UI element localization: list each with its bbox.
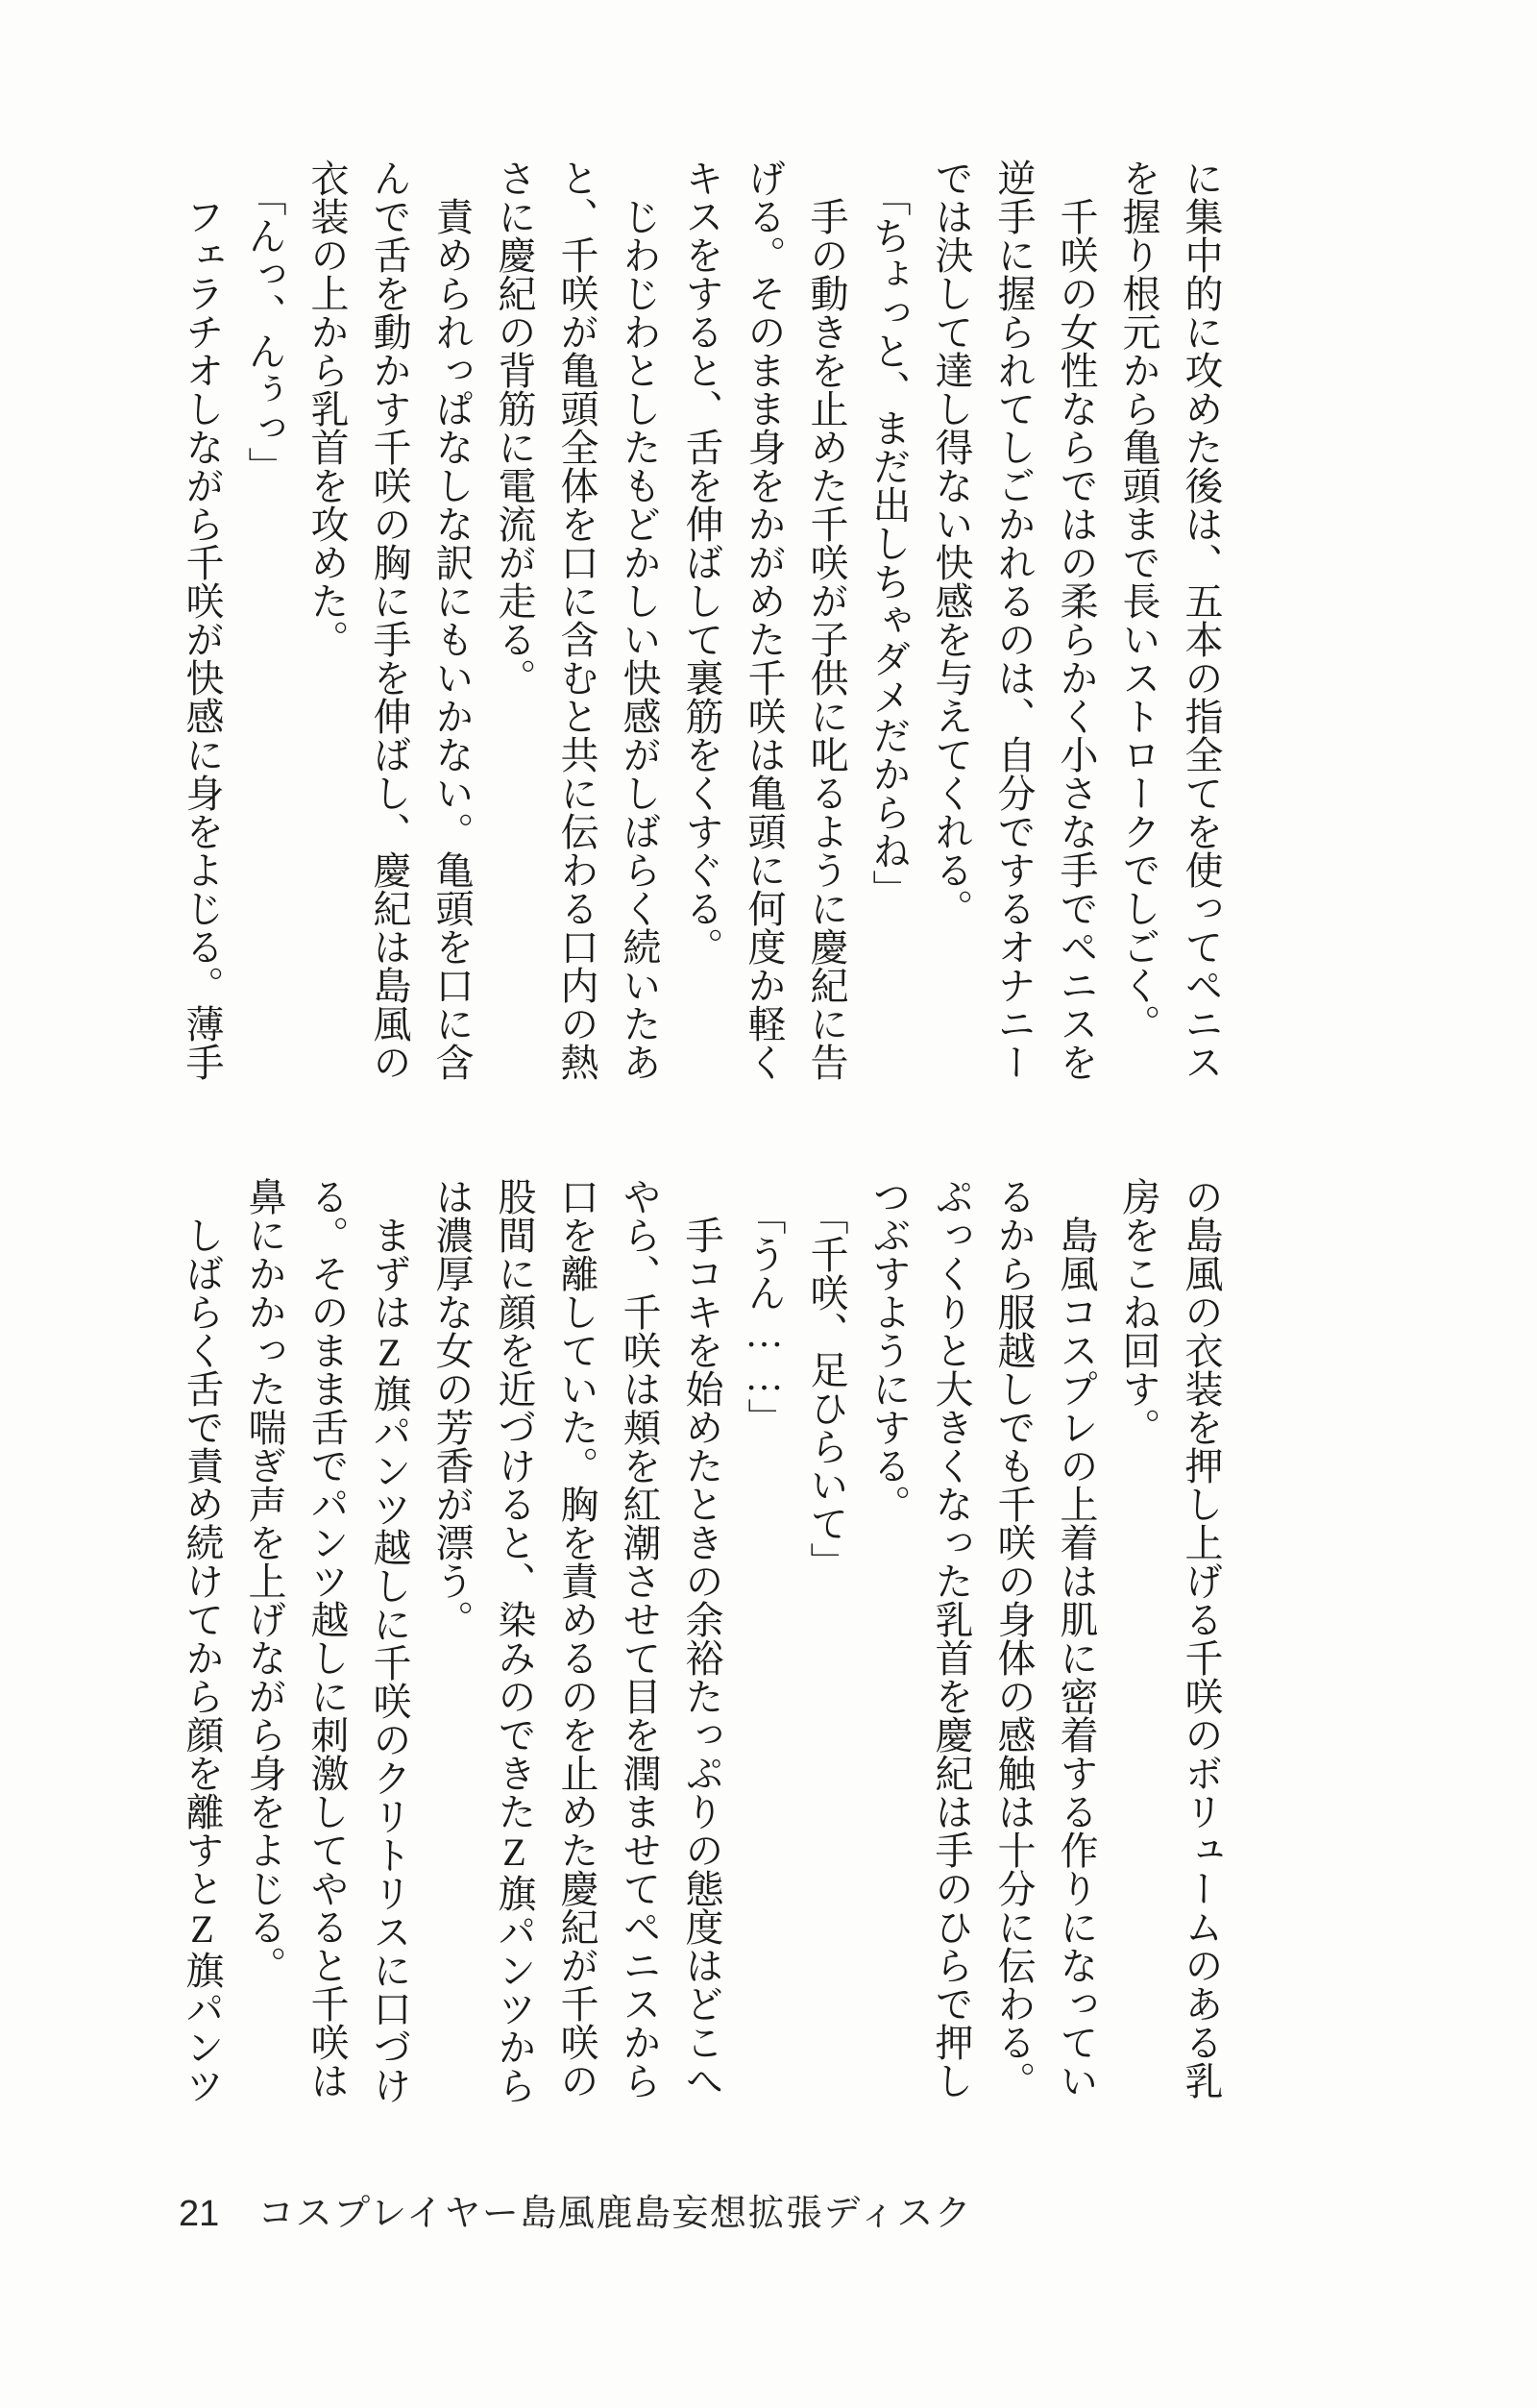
text-column: と、千咲が亀頭全体を口に含むと共に伝わる口内の熱 xyxy=(555,159,598,1081)
text-column: 口を離していた。胸を責めるのを止めた慶紀が千咲の xyxy=(555,1177,598,2100)
text-column: 逆手に握られてしごかれるのは、自分でするオナニー xyxy=(992,159,1036,1081)
text-column: 「ちょっと、まだ出しちゃダメだからね」 xyxy=(867,178,911,908)
text-column: つぶすようにする。 xyxy=(867,1177,911,1523)
text-column: 股間に顔を近づけると、染みのできたZ旗パンツから xyxy=(493,1177,536,2104)
text-column: しばらく舌で責め続けてから顔を離すとZ旗パンツ xyxy=(181,1216,224,2104)
text-column: 房をこね回す。 xyxy=(1117,1177,1160,1446)
text-column: キスをすると、舌を伸ばして裏筋をくすぐる。 xyxy=(680,159,723,966)
text-column: を握り根元から亀頭まで長いストロークでしごく。 xyxy=(1117,159,1160,1043)
text-column: 島風コスプレの上着は肌に密着する作りになってい xyxy=(1055,1216,1098,2100)
text-column: に集中的に攻めた後は、五本の指全てを使ってペニス xyxy=(1180,159,1223,1081)
page-footer xyxy=(179,2183,972,2236)
text-column: 手の動きを止めた千咲が子供に叱るように慶紀に告 xyxy=(805,197,848,1081)
text-column: 「んっ、んぅっ」 xyxy=(243,178,286,485)
text-column: フェラチオしながら千咲が快感に身をよじる。薄手 xyxy=(181,197,224,1081)
text-column: るから服越しでも千咲の身体の感触は十分に伝わる。 xyxy=(992,1177,1036,2100)
text-column: ぷっくりと大きくなった乳首を慶紀は手のひらで押し xyxy=(930,1177,973,2100)
text-column: る。そのまま舌でパンツ越しに刺激してやると千咲は xyxy=(305,1177,349,2100)
text-column: まずはZ旗パンツ越しに千咲のクリトリスに口づけ xyxy=(368,1216,411,2104)
text-column: やら、千咲は頬を紅潮させて目を潤ませてペニスから xyxy=(618,1177,661,2100)
text-column: は濃厚な女の芳香が漂う。 xyxy=(430,1177,474,1638)
page-number: 21 xyxy=(179,2194,220,2234)
text-column: 責められっぱなしな訳にもいかない。亀頭を口に含 xyxy=(430,197,474,1081)
text-column: 千咲の女性ならではの柔らかく小さな手でペニスを xyxy=(1055,197,1098,1081)
text-column: 手コキを始めたときの余裕たっぷりの態度はどこへ xyxy=(680,1216,723,2100)
text-column: 衣装の上から乳首を攻めた。 xyxy=(305,159,349,658)
text-column: では決して達し得ない快感を与えてくれる。 xyxy=(930,159,973,927)
text-column: 「千咲、足ひらいて」 xyxy=(805,1196,848,1581)
upper-text-block xyxy=(171,159,1232,1081)
footer-title: コスプレイヤー島風鹿島妄想拡張ディスク xyxy=(257,2194,973,2234)
text-column: じわじわとしたもどかしい快感がしばらく続いたあ xyxy=(618,197,661,1081)
lower-text-block xyxy=(171,1177,1232,2104)
text-column: 「うん……」 xyxy=(743,1196,786,1437)
text-column: さに慶紀の背筋に電流が走る。 xyxy=(493,159,536,697)
text-column: げる。そのまま身をかがめた千咲は亀頭に何度か軽く xyxy=(743,159,786,1081)
text-column: の島風の衣装を押し上げる千咲のボリュームのある乳 xyxy=(1180,1177,1223,2100)
text-column: 鼻にかかった喘ぎ声を上げながら身をよじる。 xyxy=(243,1177,286,1984)
text-column: んで舌を動かす千咲の胸に手を伸ばし、慶紀は島風の xyxy=(368,159,411,1081)
